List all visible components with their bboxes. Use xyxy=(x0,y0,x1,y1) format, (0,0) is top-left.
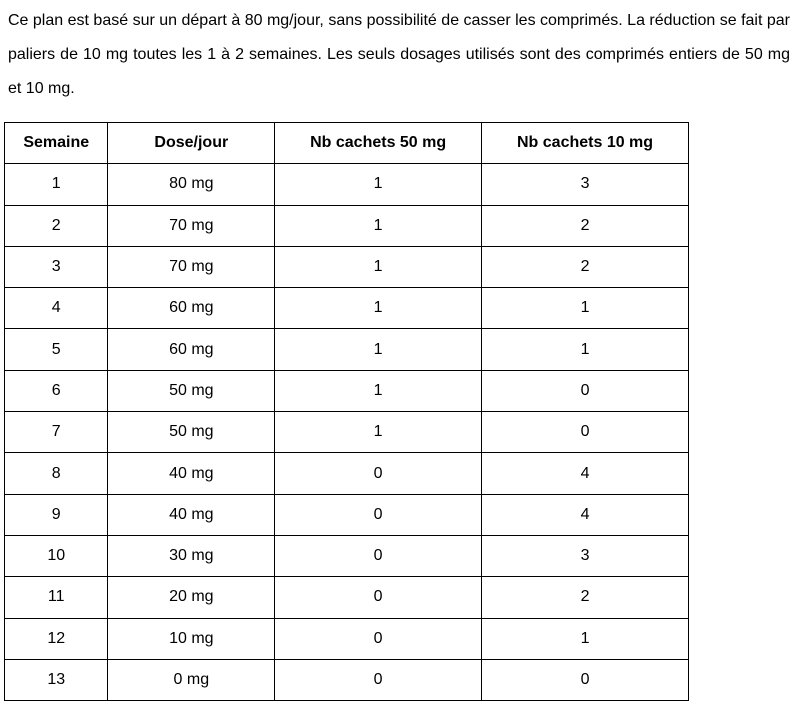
cell-week: 4 xyxy=(5,288,108,329)
cell-10mg-count: 4 xyxy=(482,494,689,535)
table-row xyxy=(5,246,689,287)
cell-daily-dose: 30 mg xyxy=(108,535,275,576)
cell-50mg-count: 0 xyxy=(275,618,482,659)
cell-50mg-count: 0 xyxy=(275,494,482,535)
cell-daily-dose: 40 mg xyxy=(108,494,275,535)
cell-daily-dose: 20 mg xyxy=(108,577,275,618)
cell-week: 6 xyxy=(5,370,108,411)
intro-paragraph: Ce plan est basé sur un départ à 80 mg/jour, sans possibilité de casser les comprimés. La réduction se fait par paliers de 10 mg toutes les 1 à 2 semaines. Les seuls dosages utilisés sont des comprimés entiers de 50 mg et 10 mg. xyxy=(8,12,790,97)
table-row xyxy=(5,412,689,453)
cell-50mg-count: 1 xyxy=(275,370,482,411)
cell-50mg-count: 1 xyxy=(275,329,482,370)
table-header-row xyxy=(5,123,689,164)
tapering-schedule-table xyxy=(4,122,689,701)
cell-10mg-count: 0 xyxy=(482,412,689,453)
header-10mg-count: Nb cachets 10 mg xyxy=(482,123,689,164)
cell-10mg-count: 2 xyxy=(482,577,689,618)
cell-10mg-count: 2 xyxy=(482,246,689,287)
cell-week: 8 xyxy=(5,453,108,494)
cell-daily-dose: 60 mg xyxy=(108,288,275,329)
cell-daily-dose: 60 mg xyxy=(108,329,275,370)
cell-daily-dose: 0 mg xyxy=(108,659,275,700)
cell-week: 12 xyxy=(5,618,108,659)
cell-50mg-count: 0 xyxy=(275,535,482,576)
table-row xyxy=(5,659,689,700)
cell-week: 7 xyxy=(5,412,108,453)
cell-daily-dose: 50 mg xyxy=(108,370,275,411)
cell-week: 9 xyxy=(5,494,108,535)
cell-10mg-count: 4 xyxy=(482,453,689,494)
cell-10mg-count: 1 xyxy=(482,288,689,329)
cell-50mg-count: 1 xyxy=(275,246,482,287)
cell-week: 3 xyxy=(5,246,108,287)
cell-50mg-count: 1 xyxy=(275,288,482,329)
cell-daily-dose: 10 mg xyxy=(108,618,275,659)
table-row xyxy=(5,205,689,246)
cell-week: 13 xyxy=(5,659,108,700)
cell-10mg-count: 0 xyxy=(482,370,689,411)
cell-50mg-count: 1 xyxy=(275,412,482,453)
cell-week: 2 xyxy=(5,205,108,246)
cell-week: 11 xyxy=(5,577,108,618)
table-row xyxy=(5,535,689,576)
cell-10mg-count: 3 xyxy=(482,164,689,205)
cell-daily-dose: 50 mg xyxy=(108,412,275,453)
table-row xyxy=(5,164,689,205)
cell-10mg-count: 1 xyxy=(482,618,689,659)
table-row xyxy=(5,494,689,535)
cell-50mg-count: 1 xyxy=(275,164,482,205)
header-50mg-count: Nb cachets 50 mg xyxy=(275,123,482,164)
cell-daily-dose: 70 mg xyxy=(108,205,275,246)
table-row xyxy=(5,577,689,618)
cell-10mg-count: 1 xyxy=(482,329,689,370)
table-row xyxy=(5,618,689,659)
table-row xyxy=(5,370,689,411)
table-row xyxy=(5,329,689,370)
cell-week: 5 xyxy=(5,329,108,370)
cell-50mg-count: 1 xyxy=(275,205,482,246)
cell-50mg-count: 0 xyxy=(275,659,482,700)
cell-10mg-count: 2 xyxy=(482,205,689,246)
cell-10mg-count: 3 xyxy=(482,535,689,576)
table-row xyxy=(5,288,689,329)
cell-10mg-count: 0 xyxy=(482,659,689,700)
cell-week: 1 xyxy=(5,164,108,205)
cell-50mg-count: 0 xyxy=(275,577,482,618)
cell-50mg-count: 0 xyxy=(275,453,482,494)
table-body xyxy=(5,164,689,701)
header-week: Semaine xyxy=(5,123,108,164)
cell-daily-dose: 40 mg xyxy=(108,453,275,494)
cell-daily-dose: 80 mg xyxy=(108,164,275,205)
cell-week: 10 xyxy=(5,535,108,576)
cell-daily-dose: 70 mg xyxy=(108,246,275,287)
header-daily-dose: Dose/jour xyxy=(108,123,275,164)
table-row xyxy=(5,453,689,494)
